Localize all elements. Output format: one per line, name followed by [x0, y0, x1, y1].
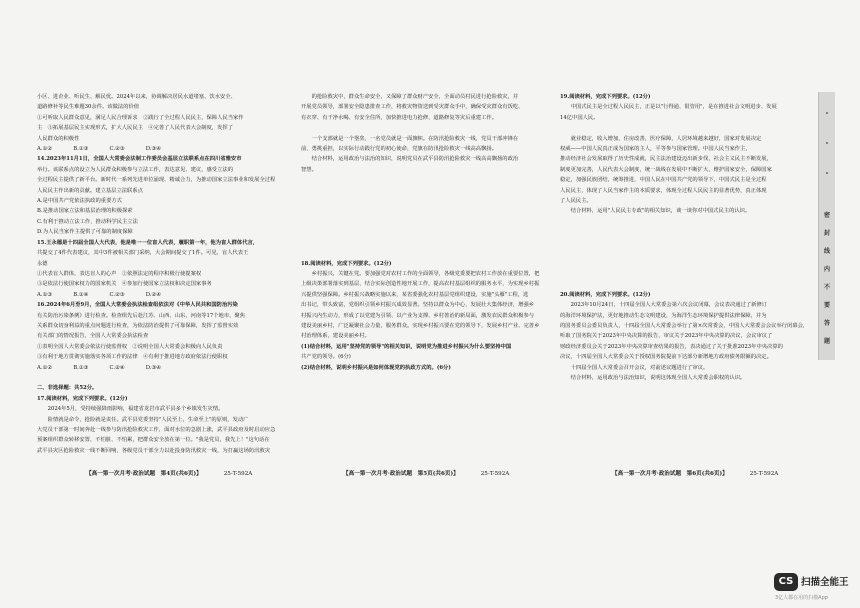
text-line: ①代表盲人群体，表达盲人的心声 ②依照法定的程序积极行使提案权 — [37, 270, 202, 277]
text-line — [560, 248, 810, 258]
seal-char: 要 — [823, 302, 830, 309]
text-line: A.①③ B.①④ C.②③ D.②④ — [37, 291, 161, 298]
seal-line-strip — [818, 92, 835, 360]
text-line: A.①② B.①③ C.②④ D.③④ — [37, 364, 161, 371]
text-line: 14.2023年11月1日，全国人大常委会法制工作委员会基层立法联系点在四川省雅安市 — [37, 156, 242, 163]
seal-char: 封 — [823, 230, 830, 237]
text-line: 险情就是命令，抢险就是责任。武平县党委坚持"人民至上，生命至上"的原则，发动广 — [37, 416, 249, 423]
text-line: ①可听取人民群众意见，满足人民合理诉求 ②践行了全过程人民民主，保障人民当家作 — [37, 114, 244, 121]
text-line: 全过程民主提供了新平台。新时代一系列先进单位涌现、精诚合力，为推动国家立法事业和发展全过程 — [37, 177, 276, 184]
text-line: 人民群众的积极性 — [37, 135, 80, 142]
page-6-footer-code: 25-T-592A — [749, 471, 779, 477]
text-line — [301, 238, 546, 248]
text-line — [560, 227, 810, 237]
text-line — [301, 206, 546, 216]
text-line — [560, 217, 810, 227]
seal-char: 线 — [823, 248, 830, 255]
text-line: 14亿中国人民。 — [560, 114, 599, 121]
text-line: 关系群众切身利益的重点问题进行检查，为依法防治提供了可靠保障，发挥了监督实效 — [37, 322, 239, 329]
seal-char: 内 — [823, 266, 830, 273]
text-line: 十四届全国人大常委会召开会议，对前述议题进行了审议。 — [560, 364, 709, 371]
text-line: 中国式民主是全过程人民民主，正是以"行得通、很管用"，是在推进社会文明进步、发展 — [560, 104, 777, 111]
seal-char: 密 — [823, 212, 830, 219]
text-line — [560, 238, 810, 248]
text-line: C.有利于推动立法工作，推动科学民主立法 — [37, 218, 138, 225]
text-line: (2)结合材料，说明乡村振兴是如何体现党的执政方式的。(6分) — [301, 364, 451, 371]
text-line: 17.阅读材料，完成下列要求。(12分) — [37, 395, 128, 402]
text-line: 共提交了4件代表建议，其中3件被相关部门采纳，大会期间提交了1件。可见，盲人代表王 — [37, 250, 249, 257]
text-line: 村治理体系，建设美丽乡村。 — [301, 333, 370, 340]
text-line: 主 ③拓展基层民主实现形式，扩大人民民主 ④完善了人民代表大会制度，发挥了 — [37, 125, 233, 132]
text-line: 智慧。 — [301, 166, 317, 173]
text-line: 15.王永德是十四届全国人大代表，他是唯一一位盲人代表，履职第一年，他为盲人群体代言， — [37, 239, 259, 246]
text-line: 建设美丽乡村，广泛凝聚社会力量，服务群众。实现乡村振兴要在党的领导下，发展乡村产业、完善乡 — [301, 322, 540, 329]
page-5-footer-code: 25-T-592A — [480, 471, 510, 477]
text-line: ③是依法行使国家权力的国家机关 ④参加行使国家立法权和决定国家事务 — [37, 281, 212, 288]
text-line: 19.阅读材料，完成下列要求。(12分) — [560, 94, 651, 100]
text-line: 人民民主作出新的贡献。建立基层立法联系点 — [37, 187, 143, 194]
text-line — [301, 196, 546, 206]
text-line — [560, 259, 810, 269]
page-4-footer — [86, 469, 252, 477]
camscanner-logo-icon: CS — [774, 573, 798, 591]
text-line: 共产党的领导。(6分) — [301, 354, 351, 361]
text-line: A.①② B.①③ C.②③ D.③④ — [37, 146, 161, 153]
text-line: 前、勇挑重担，以实际行动践行党的初心使命，党旗在防汛抢险救灾一线高高飘扬。 — [301, 146, 497, 153]
page-5-footer — [343, 469, 509, 477]
text-line — [301, 123, 546, 133]
text-line: 稳定，加强民族团结，统筹推进，中国人民在中国共产党的领导下，中国式民主是全过程 — [560, 177, 767, 184]
text-line: 20.阅读材料，完成下列要求。(12分) — [560, 291, 651, 298]
text-line: 有关部门的情况报告，全国人大常委会执法检查 — [37, 333, 149, 340]
text-line: 的抢险救灾中，群众生命安全，又保障了群众财产安全，全面动员村民进行抢险救灾，并 — [301, 94, 519, 100]
text-line: A.是中国共产党依法执政的重要方式 — [37, 198, 122, 205]
seal-dot — [826, 112, 828, 114]
text-line: 结合材料，运用政治与法治知识，说明这体现全国人大常委会职权的认识。 — [560, 374, 746, 381]
text-line: 结合材料，运用"人民民主专政"的相关知识，谈一谈你对中国式民主的认识。 — [560, 208, 751, 215]
text-line — [301, 186, 546, 196]
seal-dot — [826, 172, 828, 174]
text-line: 大党员干部第一时间奔赴一线参与防汛抢险救灾工作，面对水位的急剧上涨，武平县政府及时启动应急 — [37, 427, 276, 433]
text-line: 制度更加完善，人民代表大会制度，统一战线在发展中不断扩大，维护国家安全，保障国家 — [560, 166, 772, 173]
text-line: 2024年5月，受持续强降雨影响，福建省龙岩市武平县多个乡镇发生灾情。 — [37, 406, 224, 413]
text-line: 兴提供坚强保障。乡村振兴战略实施以来，某省委强化农村基层党组织建设，实施"头雁"工程，选 — [301, 291, 529, 298]
text-line — [301, 175, 546, 185]
text-line: 2023年10月24日，十四届全国人大常委会第六次会议闭幕，会议表决通过了新修订 — [560, 302, 768, 309]
text-line: 永德 — [37, 260, 48, 267]
text-line: 二、非选择题：共52分。 — [37, 385, 98, 392]
camscanner-tagline: 3亿人都在用的扫描App — [775, 595, 828, 601]
text-line: 权威——中国人民真正成为国家的主人，平等参与国家管理。中国人民当家作主， — [560, 146, 751, 153]
text-line: ①表明全国人大常委会依法行使监督权 ②说明全国人大常委会积极向人民负责 — [37, 343, 223, 350]
text-line: 的海洋环境保护法，更好地推动生态文明建设，为海洋生态环境保护提供法律保障，并为 — [560, 312, 767, 319]
text-line: 就业稳定，收入增加，住房改善，医疗保障，人居环境越来越好，国家对发展决定 — [560, 135, 762, 142]
text-line: (1)结合材料，运用"坚持党的领导"的相关知识，说明党为推进乡村振兴为什么要坚持中国 — [301, 343, 512, 350]
page-6-column — [560, 92, 810, 464]
text-line — [560, 123, 810, 133]
text-line: 预案组织群众转移安置，不怕脏、不怕累，把群众安全放在第一位。"我是党员，我先上！"这句话在 — [37, 437, 270, 444]
text-line: 有关防治污染条例》进行检查。检查组先后赴江苏、山西、山东、河南等17个地市，聚焦 — [37, 312, 246, 319]
text-line: 武平县灾区抢险救灾一线不断回响，各级党员干部全力以赴投身防汛救灾一线，为打赢这场防汛救灾 — [37, 447, 271, 454]
page-4-column — [37, 92, 282, 464]
text-line: ③有利于地方贯彻实施落实各项工作的法律 ④有利于推进地方政府依法行使职权 — [37, 354, 228, 361]
text-line: 了人民民主。 — [560, 198, 592, 205]
seal-dot — [826, 142, 828, 144]
text-line — [301, 248, 546, 258]
page-5-footer-label: 【高一第一次月考·政治试题 第5页(共6页)】 — [343, 471, 459, 477]
text-line — [560, 279, 810, 289]
seal-char: 答 — [823, 320, 830, 327]
text-line: 小区、进企业、听民生、解民忧。2024年以来，协调解决居民水道堵塞、饮水安全、 — [37, 94, 236, 100]
text-line: 财政经济委员会关于2023年中央决算审查结果的报告，表决通过了关于批准2023年中央决算的 — [560, 343, 783, 350]
text-line: 16.2024年6月至9月，全国人大常委会执法检查组依法对《中华人民共和国防治污染 — [37, 302, 238, 309]
text-line — [560, 269, 810, 279]
text-line — [301, 217, 546, 227]
text-line: 结合材料，运用政治与法治的知识，说明党员在武平县防汛抢险救灾一线高高飘扬的政治 — [301, 156, 519, 163]
text-line — [37, 373, 282, 383]
page-4-footer-code: 25-T-592A — [223, 471, 253, 477]
page-6-footer-label: 【高一第一次月考·政治试题 第6页(共6页)】 — [612, 471, 728, 477]
seal-char: 题 — [823, 338, 830, 345]
camscanner-name: 扫描全能王 — [801, 577, 849, 588]
text-line: B.是推动国家立法和基层治理的积极探索 — [37, 208, 133, 215]
text-line: 一个支部就是一个堡垒，一名党员就是一面旗帜。在防汛抢险救灾一线，党员干部冲锋在 — [301, 135, 519, 142]
text-line: 的国务委员会委员负责人，十四届全国人大常委会举行了第×次常委会，中国人大常委会会议举行闭幕会， — [560, 322, 809, 329]
page-5-column — [301, 92, 546, 392]
text-line: 决议，十四届全国人大常委会关于授权国务院提前下达部分新增地方政府债务限额的决定。 — [560, 354, 772, 361]
text-line: 举行。该联系点的设立为人民群众积极参与立法工作，表达意见、建议，感受立法的 — [37, 166, 233, 173]
text-line: 出书记，带头致富，党组织引领乡村振兴成效显著。坚持以群众为中心，发展壮大集体经济，增强乡 — [301, 302, 535, 309]
seal-char: 不 — [823, 284, 830, 291]
page-6-footer — [612, 469, 778, 477]
text-line — [301, 227, 546, 237]
page-4-footer-label: 【高一第一次月考·政治试题 第4页(共6页)】 — [86, 471, 202, 477]
text-line: 有衣穿、有干净水喝、有安全住所，加快推进电力抢修、道路修复等灾后重建工作。 — [301, 114, 497, 121]
text-line: 村振兴内生动力，形成了以党建为引领、以产业为支撑、乡村善治的新局面，激发农民群众积极参与 — [301, 312, 535, 319]
text-line: 上级决策部署落实到基层，结合实际创造性地开展工作，提高农村基层组织的服务水平，为实现乡村振 — [301, 281, 540, 288]
text-line: 乡村振兴，关键在党。要加强党对农村工作的全面领导，各级党委要把农村工作放在重要位置，把 — [301, 270, 540, 277]
text-line: 听取了国务院关于2023年中央决算的报告，审议关于2023年中央决算的决议，会议审议了 — [560, 333, 773, 340]
text-line: 推动经济社会发展取得了历史性成就，民主法治建设迈出新步伐，社会主义民主不断发展， — [560, 156, 772, 163]
text-line: 开展党员领导，部署安全隐患排查工作，将救灾物资送到受灾群众手中，确保受灾群众有饭吃、 — [301, 104, 524, 111]
text-line: 道路修补等民生难题30余件。该做法的价值 — [37, 104, 140, 111]
text-line: D.为人民当家作主提供了可靠的制度保障 — [37, 229, 133, 236]
text-line: 人民民主，体现了人民当家作主的本质要求，体现全过程人民民主的显著优势，真正体现 — [560, 187, 767, 194]
text-line: 18.阅读材料，完成下列要求。(12分) — [301, 260, 392, 267]
